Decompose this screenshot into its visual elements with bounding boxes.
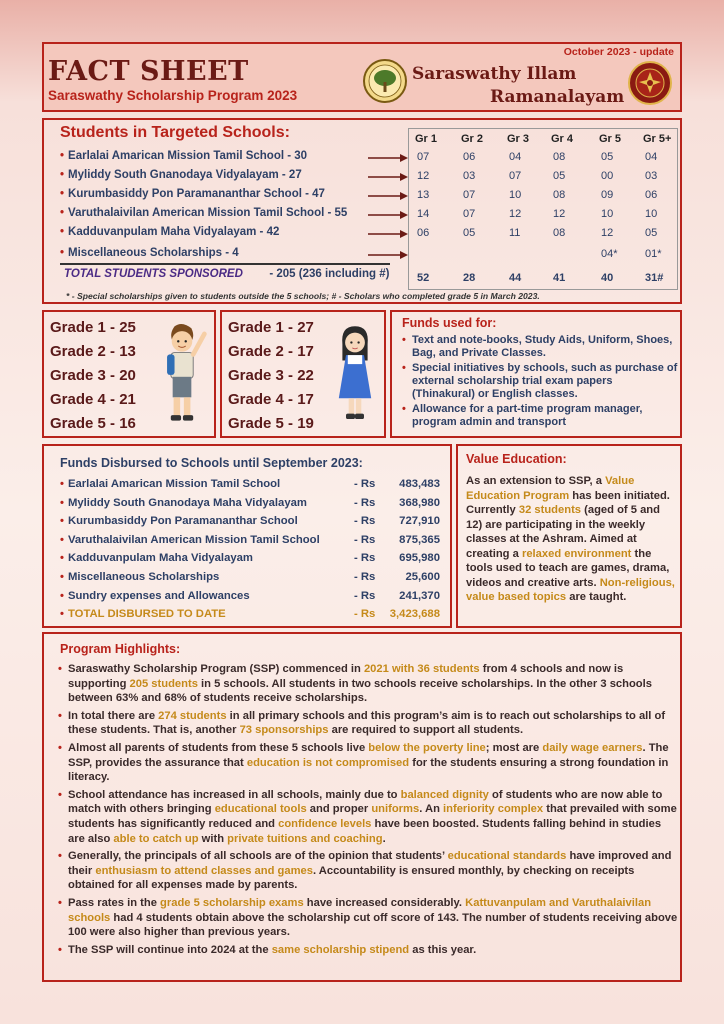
text-segment: Saraswathy Scholarship Program (SSP) commenced in xyxy=(68,663,364,675)
bullet: • xyxy=(60,169,65,181)
currency-label: - Rs xyxy=(354,571,376,583)
highlighted-text: private tuitions and coaching xyxy=(227,832,383,845)
disbursed-amount: 695,980 xyxy=(399,552,440,565)
school-row xyxy=(60,247,239,259)
text-segment: had 4 students obtain above the scholarship cut off score of 143. The number of students receiving above 100 were also higher than previous years. xyxy=(68,911,678,939)
girls-grade-box xyxy=(220,310,386,438)
highlighted-text: education is not compromised xyxy=(246,756,410,769)
disbursed-amount: 368,980 xyxy=(399,496,440,509)
grade-cell: 08 xyxy=(553,151,566,163)
school-label: Kurumbasiddy Pon Paramananthar School - 47 xyxy=(68,188,325,200)
value-education-panel xyxy=(456,444,682,628)
grade-cell: 04 xyxy=(509,151,522,163)
grade-cell: 12 xyxy=(509,208,522,220)
grade-total-cell: 52 xyxy=(417,272,430,284)
text-segment: are required to support all students. xyxy=(328,724,524,737)
grade-header: Gr 2 xyxy=(461,133,484,145)
grade-cell: 10 xyxy=(601,208,614,220)
grade-cell: 03 xyxy=(645,170,658,182)
highlighted-text: Kattuvanpulam and Varuthalaivilan schools xyxy=(68,896,652,924)
grade-cell: 10 xyxy=(645,208,658,220)
school-row xyxy=(60,207,347,219)
boys-grade-box xyxy=(42,310,216,438)
text-segment: The SSP will continue into 2024 at the xyxy=(68,943,272,956)
text-segment: ; most are xyxy=(485,741,543,754)
highlight-item xyxy=(58,896,678,940)
bullet: • xyxy=(60,552,64,565)
grade-cell: 04 xyxy=(645,151,658,163)
bullet: • xyxy=(60,496,64,509)
arrow-right-icon xyxy=(368,229,408,239)
divider xyxy=(60,263,390,265)
footnote: * - Special scholarships given to students outside the 5 schools; # - Scholars who completed grade 5 in March 2023. xyxy=(66,291,540,301)
currency-label: - Rs xyxy=(354,589,376,602)
grade-table xyxy=(408,128,678,290)
girls-grade-5: Grade 5 - 19 xyxy=(228,415,314,432)
boys-grade-4: Grade 4 - 21 xyxy=(50,391,136,408)
girls-grade-3: Grade 3 - 22 xyxy=(228,367,314,384)
grade-cell: 10 xyxy=(509,189,522,201)
total-label: TOTAL STUDENTS SPONSORED xyxy=(64,268,243,280)
list-item: • Special initiatives by schools, such as purchase of external scholarship trial exam papers (Thinakural) or English classes. xyxy=(402,362,678,401)
disbursed-row xyxy=(60,590,440,602)
highlighted-text: 73 sponsorships xyxy=(239,724,329,737)
highlighted-text: Non-religious, value based topics xyxy=(466,576,675,603)
disbursed-label: Earlalai Amarican Mission Tamil School xyxy=(67,478,281,490)
grade-cell: 07 xyxy=(509,170,522,182)
total-value: - 205 (236 including #) xyxy=(269,268,390,280)
funds-used-panel xyxy=(390,310,682,438)
disbursed-label: Myliddy South Gnanodaya Maha Vidyalayam xyxy=(67,496,307,509)
grade-total-cell: 41 xyxy=(553,272,566,284)
highlighted-text: same scholarship stipend xyxy=(271,943,410,956)
bullet: • xyxy=(60,188,65,200)
currency-label: - Rs xyxy=(354,478,376,490)
grade-cell: 12 xyxy=(417,170,430,182)
bullet: • xyxy=(60,608,64,621)
disbursed-amount: 241,370 xyxy=(399,589,440,602)
highlighted-text: educational tools xyxy=(214,803,307,816)
bullet: • xyxy=(60,226,65,238)
text-segment: . xyxy=(382,832,386,845)
girls-grade-4: Grade 4 - 17 xyxy=(228,391,314,408)
arrow-right-icon xyxy=(368,153,408,163)
text-segment: In total there are xyxy=(68,709,159,722)
value-education-heading: Value Education: xyxy=(466,452,567,466)
highlighted-text: enthusiasm to attend classes and games xyxy=(95,864,313,877)
currency-label: - Rs xyxy=(354,552,376,565)
grade-cell: 11 xyxy=(509,227,521,239)
highlight-item xyxy=(58,741,678,785)
grade-cell: 00 xyxy=(601,170,614,182)
grade-total-cell: 31# xyxy=(645,272,664,284)
grade-header: Gr 4 xyxy=(551,133,574,145)
text-segment: As an extension to SSP, a xyxy=(466,475,606,487)
disbursed-label: Sundry expenses and Allowances xyxy=(67,589,250,602)
arrow-right-icon xyxy=(368,210,408,220)
page-subtitle: Saraswathy Scholarship Program 2023 xyxy=(48,88,298,103)
school-row xyxy=(60,169,302,181)
highlight-item xyxy=(58,788,678,846)
text-segment: has been initiated. Currently xyxy=(466,489,670,516)
girls-grade-1: Grade 1 - 27 xyxy=(228,319,314,336)
highlighted-text: grade 5 scholarship exams xyxy=(160,896,304,909)
bullet: • xyxy=(60,589,64,602)
disbursed-row xyxy=(60,534,440,546)
school-row xyxy=(60,188,325,200)
page-title: FACT SHEET xyxy=(48,56,249,87)
highlighted-text: able to catch up xyxy=(113,832,199,845)
text-segment: have been boosted. Students falling behind in studies are also xyxy=(68,817,662,845)
currency-label: - Rs xyxy=(354,496,376,509)
highlighted-text: educational standards xyxy=(447,850,567,863)
highlighted-text: 2021 with 36 students xyxy=(363,663,480,675)
disbursed-label: Kadduvanpulam Maha Vidyalayam xyxy=(67,552,253,565)
text-segment: and proper xyxy=(306,803,372,816)
highlight-item xyxy=(58,849,678,893)
disbursed-row xyxy=(60,571,440,583)
grade-cell: 09 xyxy=(601,189,614,201)
grade-cell: 12 xyxy=(553,208,566,220)
text-segment: for the students ensuring a strong foundation in literacy. xyxy=(68,756,669,784)
highlighted-text: relaxed environment xyxy=(521,547,632,560)
text-segment: the tools used to teach are games, drama, videos and creative arts. xyxy=(466,547,670,589)
org-name-line2: Ramanalayam xyxy=(490,87,625,107)
list-item: • Allowance for a part-time program manager, program admin and transport xyxy=(402,403,678,429)
text-segment: School attendance has increased in all schools, mainly due to xyxy=(68,788,401,801)
grade-header: Gr 3 xyxy=(507,133,530,145)
text-segment: from 4 schools and now is supporting xyxy=(68,663,624,690)
highlighted-text: confidence levels xyxy=(278,817,372,830)
disbursed-label: TOTAL DISBURSED TO DATE xyxy=(67,608,226,621)
boy-student-icon xyxy=(154,318,210,430)
disbursed-amount: 483,483 xyxy=(399,478,440,490)
org-name-line1: Saraswathy Illam xyxy=(412,64,577,84)
bullet: • xyxy=(60,478,64,490)
school-label: Miscellaneous Scholarships - 4 xyxy=(68,247,239,259)
highlighted-text: below the poverty line xyxy=(368,741,486,754)
school-label: Kadduvanpulam Maha Vidyalayam - 42 xyxy=(68,226,280,238)
grade-cell: 05 xyxy=(645,227,658,239)
program-highlights-panel xyxy=(42,632,682,982)
disbursed-label: Varuthalaivilan American Mission Tamil School xyxy=(67,533,320,546)
targeted-schools-panel xyxy=(42,118,682,304)
grade-cell: 01* xyxy=(645,248,662,260)
text-segment: . The SSP, provides the assurance that xyxy=(68,741,669,769)
text-segment: (aged of 5 and 12) are participating in the weekly classes at the Ashram. Aimed at creating a xyxy=(466,504,660,560)
disbursed-label: Miscellaneous Scholarships xyxy=(67,571,220,583)
highlighted-text: inferiority complex xyxy=(443,803,544,816)
grade-cell: 08 xyxy=(553,227,566,239)
funds-disbursed-panel xyxy=(42,444,452,628)
bullet: • xyxy=(60,207,65,219)
grade-total-cell: 28 xyxy=(463,272,476,284)
bullet: • xyxy=(60,533,64,546)
grade-cell: 05 xyxy=(553,170,566,182)
grade-cell: 06 xyxy=(417,227,430,239)
text-segment: Pass rates in the xyxy=(68,896,161,909)
list-item: • Text and note-books, Study Aids, Uniform, Shoes, Bag, and Private Classes. xyxy=(402,334,678,360)
highlighted-text: daily wage earners xyxy=(542,741,643,754)
text-segment: Almost all parents of students from these 5 schools live xyxy=(68,741,369,754)
grade-cell: 14 xyxy=(417,208,430,220)
header-banner xyxy=(42,42,682,112)
currency-label: - Rs xyxy=(354,608,376,621)
girls-grade-2: Grade 2 - 17 xyxy=(228,343,314,360)
currency-label: - Rs xyxy=(354,515,376,528)
highlight-item xyxy=(58,709,678,738)
grade-cell: 06 xyxy=(645,189,658,201)
boys-grade-3: Grade 3 - 20 xyxy=(50,367,136,384)
targeted-heading: Students in Targeted Schools: xyxy=(60,124,290,141)
school-label: Earlalai Amarican Mission Tamil School - 30 xyxy=(68,150,308,162)
grade-cell: 08 xyxy=(553,189,566,201)
girl-student-icon xyxy=(328,318,382,430)
arrow-right-icon xyxy=(368,172,408,182)
bullet: • xyxy=(60,571,64,583)
boys-grade-1: Grade 1 - 25 xyxy=(50,319,136,336)
tree-logo-icon xyxy=(362,58,408,104)
highlighted-text: balanced dignity xyxy=(400,788,489,801)
disbursed-row xyxy=(60,497,440,509)
grade-cell: 07 xyxy=(417,151,430,163)
disbursed-amount: 727,910 xyxy=(399,515,440,528)
disbursed-row xyxy=(60,552,440,564)
grade-cell: 05 xyxy=(601,151,614,163)
arrow-right-icon xyxy=(368,250,408,260)
text-segment: are taught. xyxy=(566,591,627,603)
grade-cell: 12 xyxy=(601,227,614,239)
text-segment: . An xyxy=(419,803,444,816)
text-segment: with xyxy=(198,832,228,845)
boys-grade-5: Grade 5 - 16 xyxy=(50,415,136,432)
update-date: October 2023 - update xyxy=(563,46,674,58)
disbursed-row xyxy=(60,608,440,620)
school-row xyxy=(60,226,279,238)
highlighted-text: uniforms xyxy=(371,803,420,816)
school-label: Myliddy South Gnanodaya Vidyalayam - 27 xyxy=(68,169,302,181)
text-segment: that prevailed with some students has significantly reduced and xyxy=(68,803,677,830)
highlighted-text: Value Education Program xyxy=(466,475,635,502)
grade-cell: 03 xyxy=(463,170,476,182)
text-segment: have increased considerably. xyxy=(303,896,466,909)
text-segment: of students who are now able to match with others bringing xyxy=(68,788,663,816)
highlighted-text: 32 students xyxy=(518,504,582,516)
funds-used-heading: Funds used for: xyxy=(402,316,497,330)
school-label: Varuthalaivilan American Mission Tamil School - 55 xyxy=(68,207,348,219)
ramanalayam-logo-icon xyxy=(627,60,673,106)
value-education-text xyxy=(466,474,678,605)
text-segment: Generally, the principals of all schools are of the opinion that students’ xyxy=(68,850,448,863)
grade-cell: 13 xyxy=(417,189,430,201)
arrow-right-icon xyxy=(368,191,408,201)
school-row xyxy=(60,150,307,162)
disbursed-row xyxy=(60,478,440,490)
text-segment: have improved and their xyxy=(68,850,672,877)
bullet: • xyxy=(60,247,65,259)
text-segment: as this year. xyxy=(409,943,477,956)
funds-used-list xyxy=(402,334,678,431)
grade-cell: 05 xyxy=(463,227,476,239)
highlighted-text: 205 students xyxy=(129,677,198,690)
disbursed-amount: 3,423,688 xyxy=(389,608,440,621)
grade-header: Gr 1 xyxy=(415,133,438,145)
boys-grade-2: Grade 2 - 13 xyxy=(50,343,136,360)
highlights-list xyxy=(58,662,678,960)
highlighted-text: 274 students xyxy=(158,709,227,722)
bullet: • xyxy=(60,515,64,528)
grade-cell: 06 xyxy=(463,151,476,163)
disbursed-label: Kurumbasiddy Pon Paramananthar School xyxy=(67,515,298,528)
highlight-item xyxy=(58,662,678,706)
grade-cell: 07 xyxy=(463,189,476,201)
grade-header: Gr 5+ xyxy=(643,133,672,145)
text-segment: . Accountability is ensured monthly, by checking on receipts obtained for all expenses made by parents. xyxy=(68,864,635,892)
text-segment: in 5 schools. All students in two schools receive scholarships. In the other 3 schools between 63% and 68% of students receive scholarships. xyxy=(68,677,652,705)
grade-cell: 04* xyxy=(601,248,618,260)
total-students-row xyxy=(64,268,389,280)
disbursed-amount: 875,365 xyxy=(399,533,440,546)
grade-header: Gr 5 xyxy=(599,133,622,145)
currency-label: - Rs xyxy=(354,533,376,546)
bullet: • xyxy=(60,150,65,162)
text-segment: in all primary schools and this program’s aim is to reach out scholarships to all of these students. That is, another xyxy=(68,709,666,737)
disbursed-row xyxy=(60,515,440,527)
grade-total-cell: 40 xyxy=(601,272,614,284)
disbursed-amount: 25,600 xyxy=(405,571,440,583)
highlight-item xyxy=(58,943,678,958)
highlights-heading: Program Highlights: xyxy=(60,642,181,656)
grade-total-cell: 44 xyxy=(509,272,522,284)
grade-cell: 07 xyxy=(463,208,476,220)
disbursed-heading: Funds Disbursed to Schools until September 2023: xyxy=(60,456,363,470)
